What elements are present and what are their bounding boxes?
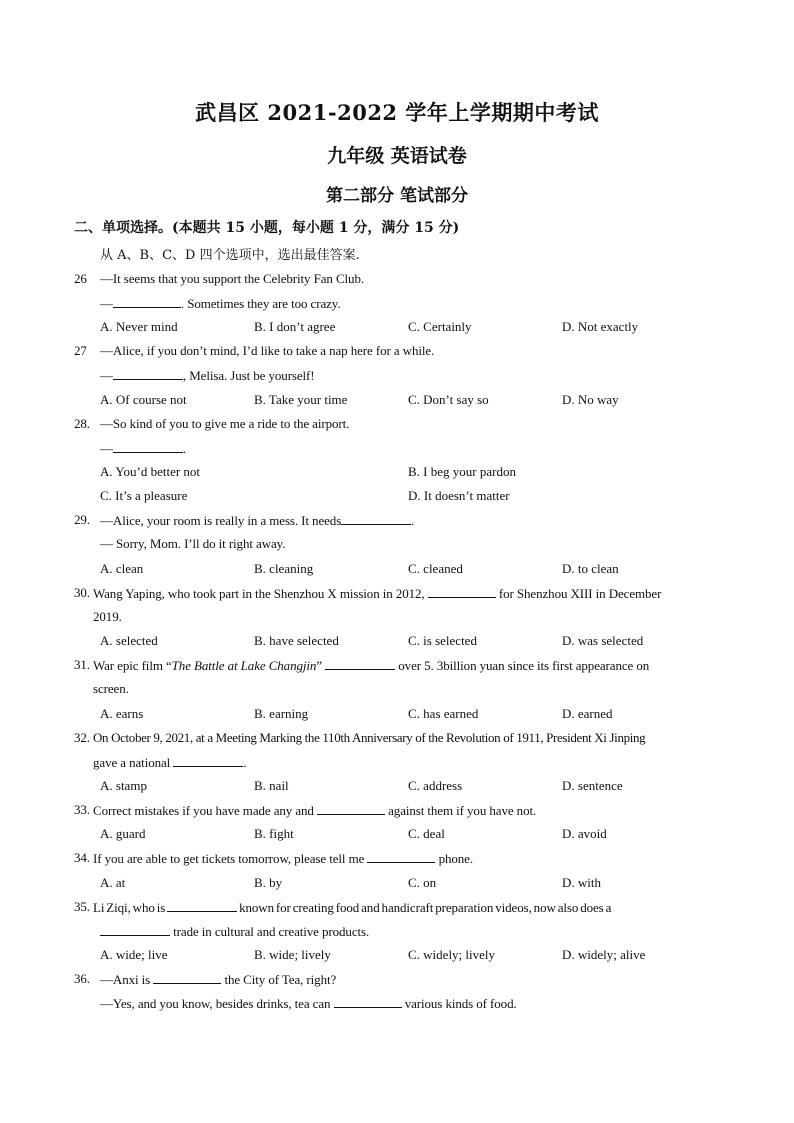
question-number: 33. [74,802,90,817]
option-a: A. You’d better not [100,464,201,479]
option-a: A. clean [100,561,144,576]
option-c: C. has earned [408,706,479,721]
question-line: — , Melisa. Just be yourself! [100,368,315,383]
question-number: 30. [74,585,90,600]
answer-blank [334,995,402,1008]
option-c: C. Certainly [408,319,472,334]
option-c: C. on [408,875,437,890]
option-a: A. selected [100,633,158,648]
question-line: — . Sometimes they are too crazy. [100,296,341,311]
option-b: B. fight [254,826,294,841]
question-line: Correct mistakes if you have made any and against them if you have not. [93,803,537,818]
section-heading: 二、单项选择。(本题共 15 小题，每小题 1 分，满分 15 分) [74,220,460,236]
option-a: A. guard [100,826,146,841]
option-c: C. is selected [408,633,477,648]
option-d: D. Not exactly [562,319,639,334]
option-c: C. widely; lively [408,947,496,962]
option-c: C. deal [408,826,445,841]
question-line: On October 9, 2021, at a Meeting Marking the 110th Anniversary of the Revolution of 1911, President Xi Jinping [93,730,646,745]
answer-blank [113,367,183,380]
option-a: A. at [100,875,126,890]
option-b: B. wide; lively [254,947,331,962]
question-line: — . [100,441,187,456]
question-line: —Yes, and you know, besides drinks, tea can various kinds of food. [100,996,517,1011]
question-line: —Anxi is the City of Tea, right? [100,972,337,987]
question-number: 36. [74,971,90,986]
option-a: A. Never mind [100,319,178,334]
option-b: B. Take your time [254,392,348,407]
option-d: D. sentence [562,778,623,793]
option-d: D. was selected [562,633,644,648]
question-number: 28. [74,416,90,431]
option-d: D. widely; alive [562,947,646,962]
answer-blank [341,512,411,525]
question-line: —Alice, your room is really in a mess. It needs . [100,513,415,528]
question-number: 26 [74,271,87,286]
question-line: —It seems that you support the Celebrity Fan Club. [100,271,364,286]
answer-blank [167,899,237,912]
option-c: C. Don’t say so [408,392,489,407]
exam-subtitle: 九年级 英语试卷 [327,145,467,167]
section-instruction: 从 A、B、C、D 四个选项中，选出最佳答案. [100,248,360,263]
question-line: —So kind of you to give me a ride to the airport. [100,416,350,431]
question-line: Wang Yaping, who took part in the Shenzhou X mission in 2012, for Shenzhou XIII in December [93,586,662,601]
option-a: A. earns [100,706,144,721]
option-b: B. I beg your pardon [408,464,516,479]
option-a: A. stamp [100,778,147,793]
option-d: D. avoid [562,826,607,841]
question-number: 29. [74,512,90,527]
exam-title: 武昌区 2021-2022 学年上学期期中考试 [195,100,599,125]
question-number: 27 [74,343,87,358]
film-title: The Battle at Lake Changjin [171,658,317,673]
option-a: A. Of course not [100,392,187,407]
option-d: D. with [562,875,601,890]
question-line: —Alice, if you don’t mind, I’d like to take a nap here for a while. [100,343,435,358]
answer-blank [325,657,395,670]
question-number: 35. [74,899,90,914]
question-line: screen. [93,681,129,696]
answer-blank [153,971,221,984]
answer-blank [113,295,181,308]
question-line: trade in cultural and creative products. [100,923,369,940]
question-number: 31. [74,657,90,672]
option-b: B. cleaning [254,561,314,576]
answer-blank [173,754,243,767]
option-b: B. have selected [254,633,339,648]
option-b: B. I don’t agree [254,319,336,334]
question-line: Li Ziqi, who is known for creating food and handicraft preparation videos, now also does a [93,900,612,915]
option-d: D. earned [562,706,613,721]
question-line: If you are able to get tickets tomorrow, please tell me phone. [93,851,473,866]
option-c: C. cleaned [408,561,463,576]
question-line: gave a national . [93,755,247,770]
question-line: 2019. [93,609,122,624]
option-d: D. No way [562,392,619,407]
option-a: A. wide; live [100,947,168,962]
answer-blank [317,802,385,815]
answer-blank [100,923,170,936]
answer-blank [367,850,435,863]
option-b: B. earning [254,706,309,721]
question-line: — Sorry, Mom. I’ll do it right away. [100,536,286,551]
question-number: 34. [74,850,90,865]
option-d: D. to clean [562,561,619,576]
option-c: C. It’s a pleasure [100,488,188,503]
answer-blank [428,585,496,598]
option-c: C. address [408,778,463,793]
option-b: B. nail [254,778,289,793]
question-line: War epic film “The Battle at Lake Changjin” over 5. 3billion yuan since its first appearance on [93,658,650,673]
answer-blank [113,440,183,453]
option-d: D. It doesn’t matter [408,488,510,503]
option-b: B. by [254,875,283,890]
part-heading: 第二部分 笔试部分 [326,186,468,206]
question-number: 32. [74,730,90,745]
